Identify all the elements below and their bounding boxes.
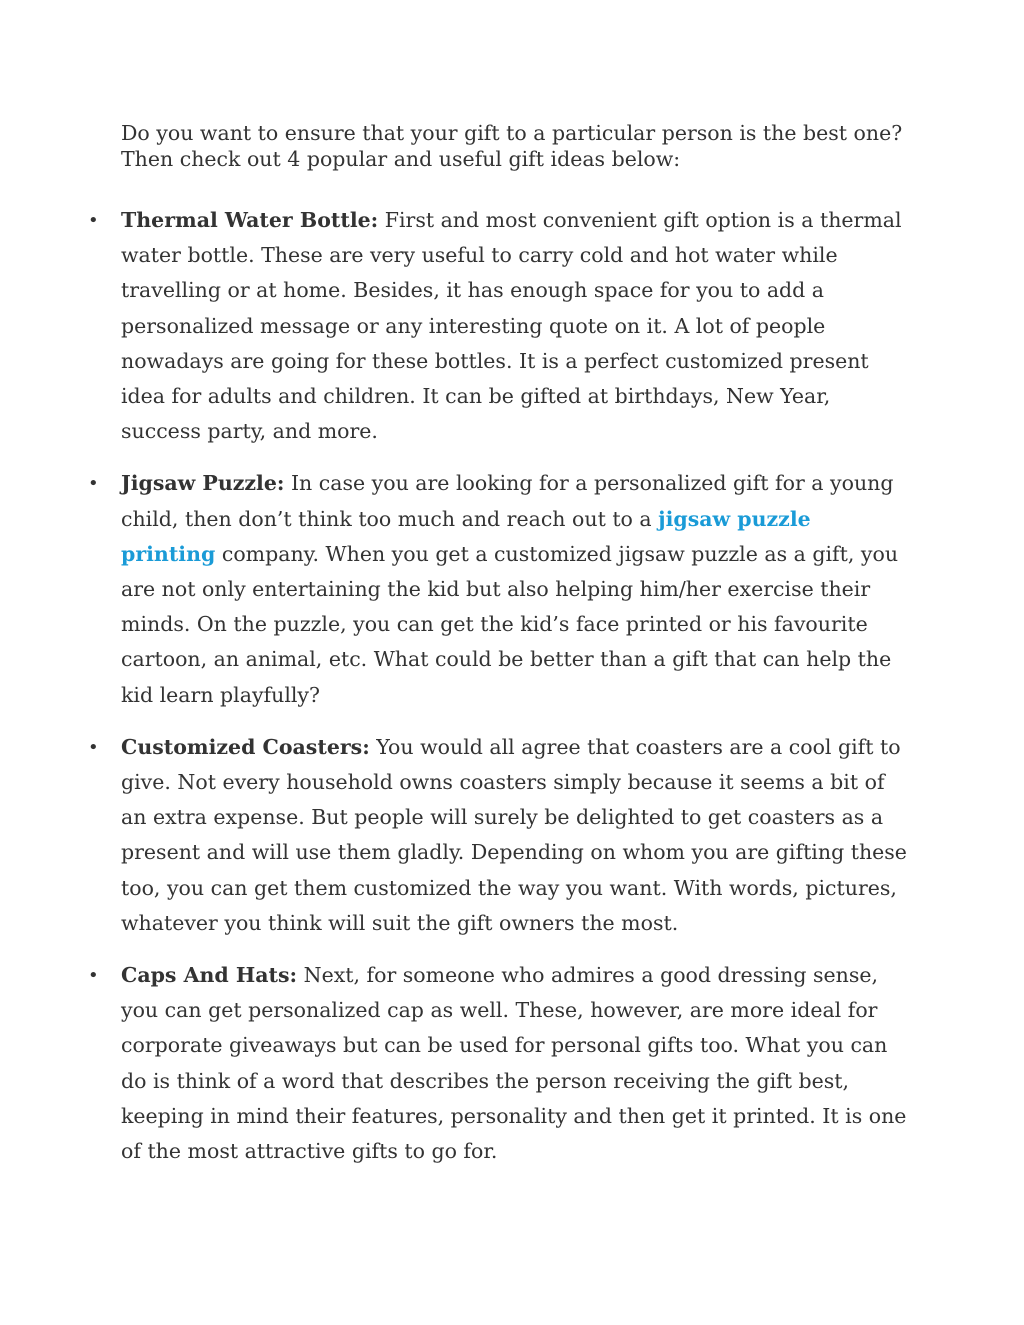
gift-description: Next, for someone who admires a good dressing sense, you can get personalized cap as well. These, however, are more ideal for corporate giveaways but can be used for personal gifts too. What you can do is think of a word that describes the person receiving the gift best, keeping in mind their features, personality and then get it printed. It is one of the most attractive gifts to go for.	[121, 963, 907, 1164]
gift-description-continued: company. When you get a customized jigsaw puzzle as a gift, you are not only entertaining the kid but also helping him/her exercise their minds. On the puzzle, you can get the kid’s face printed or his favourite cartoon, an animal, etc. What could be better than a gift that can help the kid learn playfully?	[121, 541, 899, 707]
jigsaw-puzzle-printing-link[interactable]: jigsaw puzzle printing	[121, 506, 811, 566]
bullet-icon: •	[88, 965, 99, 987]
list-item-customized-coasters	[0, 730, 911, 941]
gift-description: You would all agree that coasters are a cool gift to give. Not every household owns coasters simply because it seems a bit of an extra expense. But people will surely be delighted to get coasters as a present and will use them gladly. Depending on whom you are gifting these too, you can get them customized the way you want. With words, pictures, whatever you think will suit the gift owners the most.	[121, 734, 907, 935]
gift-description: In case you are looking for a personalized gift for a young child, then don’t think too much and reach out to a	[121, 471, 894, 531]
intro-paragraph: Do you want to ensure that your gift to a particular person is the best one? Then check out 4 popular and useful gift ideas below:	[121, 121, 903, 171]
gift-ideas-list	[0, 203, 1024, 1186]
gift-description: First and most convenient gift option is a thermal water bottle. These are very useful to carry cold and hot water while travelling or at home. Besides, it has enough space for you to add a personalized message or any interesting quote on it. A lot of people nowadays are going for these bottles. It is a perfect customized present idea for adults and children. It can be gifted at birthdays, New Year, success party, and more.	[121, 208, 902, 444]
gift-title: Thermal Water Bottle:	[121, 208, 379, 232]
gift-title: Caps And Hats:	[121, 963, 298, 988]
bullet-icon: •	[88, 736, 99, 758]
list-item-caps-and-hats	[0, 958, 911, 1169]
bullet-icon: •	[88, 210, 99, 231]
list-item-thermal-water-bottle	[0, 203, 911, 449]
list-item-jigsaw-puzzle	[0, 466, 911, 712]
gift-title: Customized Coasters:	[121, 734, 370, 759]
bullet-icon: •	[88, 473, 99, 495]
gift-title: Jigsaw Puzzle:	[121, 471, 285, 496]
